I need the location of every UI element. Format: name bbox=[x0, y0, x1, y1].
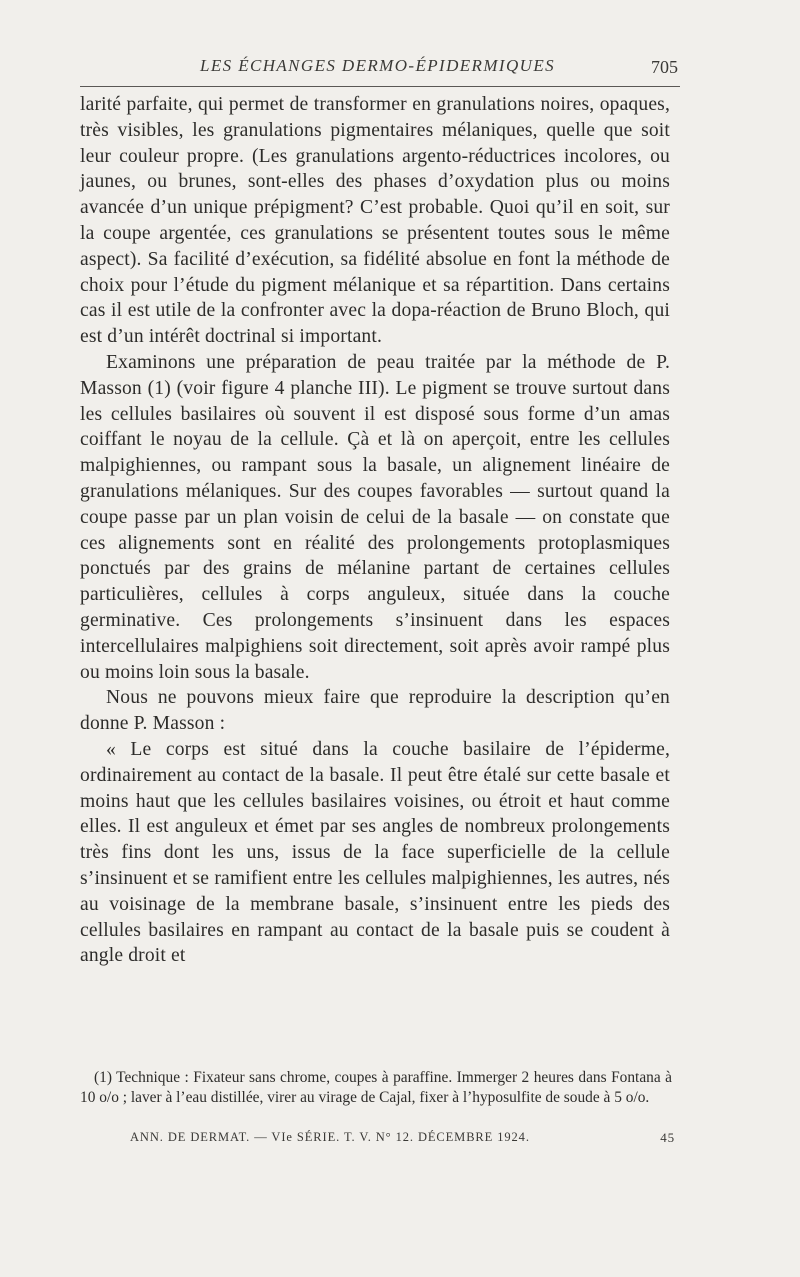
paragraph-examination: Examinons une préparation de peau traitée par la méthode de P. Masson (1) (voir figure 4 planche III). Le pigment se trouve surtout dans les cellules basilaires où souvent il est disposé sous forme d’un amas coiffant le noyau de la cellule. Çà et là on aperçoit, entre les cellules malpighiennes, ou rampant sous la basale, un alignement linéaire de granulations mélaniques. Sur des coupes favorables — surtout quand la coupe passe par un plan voisin de celui de la basale — on constate que ces alignements sont en réalité des prolongements protoplasmiques ponctués par des grains de mélanine partant de certaines cellules particulières, cellules à corps anguleux, située dans la couche germinative. Ces prolongements s’insinuent dans les espaces intercellulaires malpighiens soit directement, soit après avoir rampé plus ou moins loin sous la basale. bbox=[80, 351, 670, 683]
header-rule bbox=[80, 86, 680, 87]
running-title: LES ÉCHANGES DERMO-ÉPIDERMIQUES bbox=[200, 56, 556, 75]
paragraph-quotation: « Le corps est situé dans la couche basilaire de l’épiderme, ordinairement au contact de la basale. Il peut être étalé sur cette basale et moins haut que les cellules basilaires voisines, ou étroit et haut comme elles. Il est anguleux et émet par ses angles de nombreux prolongements très fins dont les uns, issus de la face superficielle de la cellule s’insinuent et se ramifient entre les cellules malpighiennes, les autres, nés au voisinage de la membrane basale, s’insinuent entre les pieds des cellules basilaires en rampant au contact de la basale puis se coudent à angle droit et bbox=[80, 738, 670, 967]
signature-line bbox=[130, 1130, 675, 1150]
page-number: 705 bbox=[651, 57, 678, 77]
footnote-1: (1) Technique : Fixateur sans chrome, coupes à paraffine. Immerger 2 heures dans Fontana à 10 o/o ; laver à l’eau distillée, virer au virage de Cajal, fixer à l’hyposulfite de soude à 5 o/o. bbox=[80, 1069, 672, 1107]
running-head bbox=[80, 56, 680, 86]
journal-reference: ANN. DE DERMAT. — VIe SÉRIE. T. V. N° 12. DÉCEMBRE 1924. bbox=[130, 1130, 530, 1144]
body-text bbox=[80, 92, 670, 969]
footnotes bbox=[80, 1068, 672, 1109]
sheet-number: 45 bbox=[660, 1130, 675, 1145]
paragraph-continued: larité parfaite, qui permet de transformer en granulations noires, opaques, très visibles, les granulations pigmentaires mélaniques, quelle que soit leur couleur propre. (Les granulations argento-réductrices incolores, ou jaunes, ou brunes, sont-elles des phases d’oxydation plus ou moins avancée d’un unique prépigment? C’est probable. Quoi qu’il en soit, sur la coupe argentée, ces granulations se présentent toutes sous le même aspect). Sa facilité d’exécution, sa fidélité absolue en font la méthode de choix pour l’étude du pigment mélanique et sa répartition. Dans certains cas il est utile de la confronter avec la dopa-réaction de Bruno Bloch, qui est d’un intérêt doctrinal si important. bbox=[80, 94, 670, 348]
paragraph-masson-intro: Nous ne pouvons mieux faire que reproduire la description qu’en donne P. Masson : bbox=[80, 687, 670, 735]
